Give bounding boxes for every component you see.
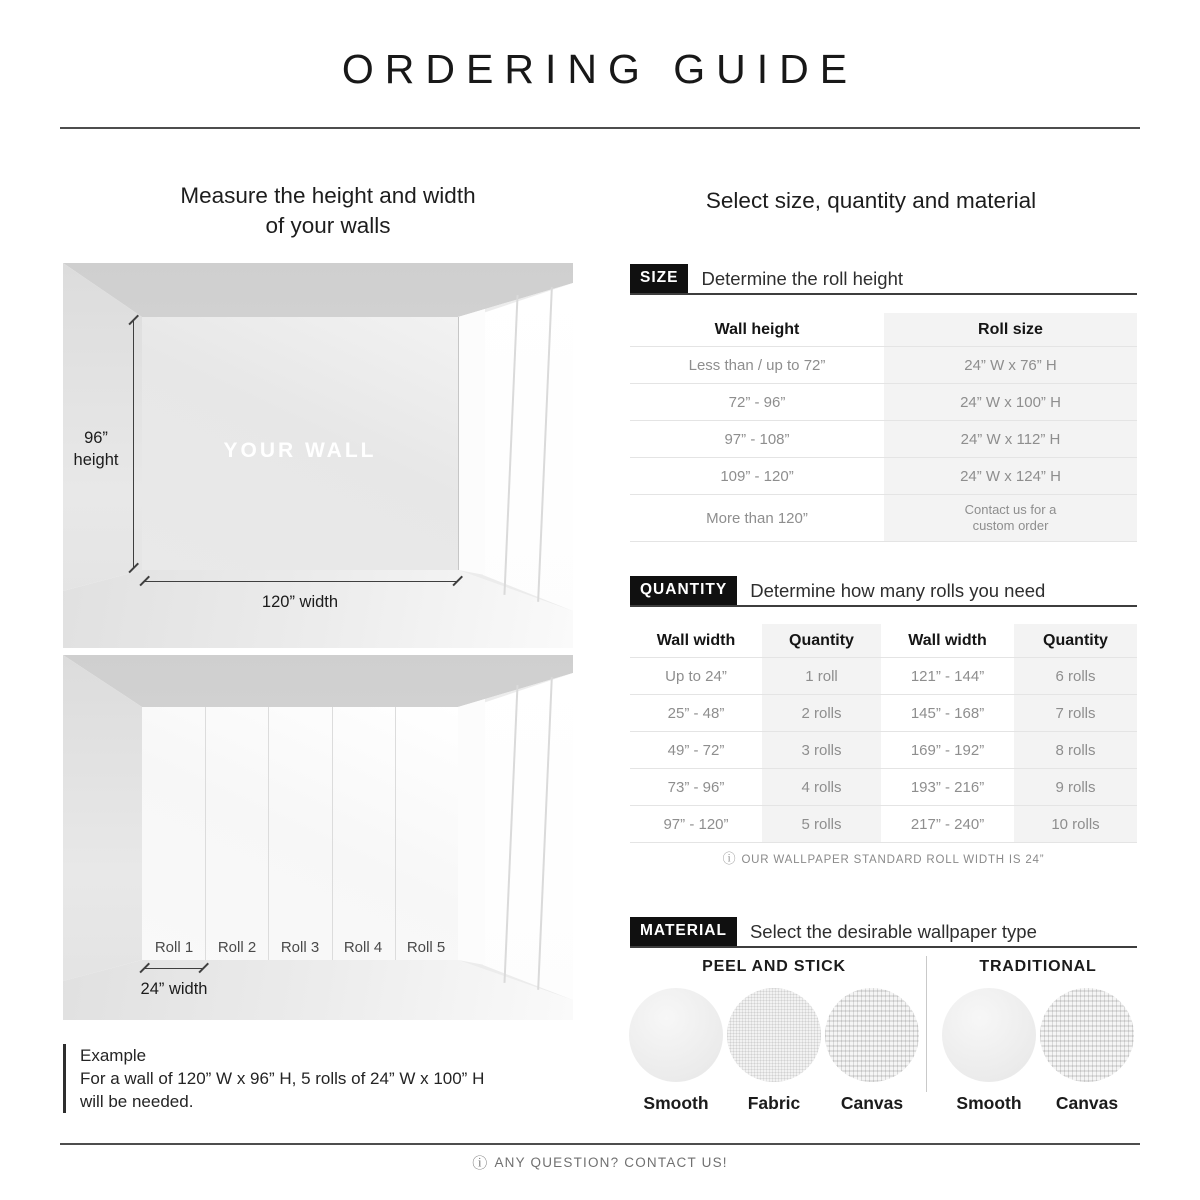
quantity-table-row — [630, 769, 1137, 806]
canvas-texture-icon — [825, 988, 919, 1082]
size-table-row — [630, 458, 1137, 495]
qty-wall-cell: 193” - 216” — [910, 778, 985, 796]
room1-corner-line — [458, 317, 459, 570]
qty-rolls-cell: 4 rolls — [762, 769, 881, 805]
quantity-table — [630, 624, 1137, 843]
qty-rolls-cell: 2 rolls — [762, 695, 881, 731]
quantity-table-row — [630, 695, 1137, 732]
roll-5-label: Roll 5 — [406, 939, 446, 956]
peel-and-stick-title: PEEL AND STICK — [702, 958, 846, 975]
qty-rolls-cell: 6 rolls — [1014, 658, 1137, 694]
header-divider — [60, 127, 1140, 129]
room-illustration-measure — [63, 263, 573, 648]
roll-width-dimension-line — [144, 968, 204, 969]
qty-rolls-cell: 7 rolls — [1014, 695, 1137, 731]
roll-divider — [395, 707, 396, 960]
size-roll-cell: 24” W x 100” H — [884, 384, 1137, 420]
size-roll-cell: 24” W x 76” H — [884, 347, 1137, 383]
qty-col-quantity: Quantity — [1014, 624, 1137, 657]
size-col-wall-height: Wall height — [714, 320, 800, 338]
material-divider — [926, 956, 927, 1092]
qty-rolls-cell: 5 rolls — [762, 806, 881, 842]
size-wall-cell: 109” - 120” — [720, 467, 794, 485]
material-chip: MATERIAL — [630, 917, 737, 946]
swatch-smooth — [942, 988, 1036, 1114]
quantity-table-row — [630, 806, 1137, 843]
measure-heading-line2: of your walls — [265, 213, 391, 238]
roll-divider — [332, 707, 333, 960]
swatch-smooth — [629, 988, 723, 1114]
info-icon: ⓘ — [722, 851, 737, 866]
size-wall-cell: Less than / up to 72” — [688, 356, 826, 374]
qty-wall-cell: Up to 24” — [665, 667, 727, 685]
smooth-texture-icon — [629, 988, 723, 1082]
width-dimension-label: 120” width — [261, 593, 339, 611]
roll-4-label: Roll 4 — [343, 939, 383, 956]
room-illustration-rolls — [63, 655, 573, 1020]
select-heading: Select size, quantity and material — [705, 188, 1037, 213]
size-table-header — [630, 313, 1137, 347]
height-dimension-line — [133, 320, 134, 568]
contact-us-note — [0, 1152, 1200, 1173]
swatch-label: Canvas — [1055, 1093, 1119, 1113]
size-roll-cell: 24” W x 112” H — [884, 421, 1137, 457]
traditional-title: TRADITIONAL — [979, 958, 1097, 975]
info-icon: ⓘ — [472, 1155, 489, 1172]
size-section-header — [630, 264, 1137, 295]
roll-1-label: Roll 1 — [154, 939, 194, 956]
measure-heading-line1: Measure the height and width — [180, 183, 476, 208]
contact-us-text: ANY QUESTION? CONTACT US! — [494, 1155, 728, 1170]
size-table-row — [630, 495, 1137, 542]
fabric-texture-icon — [727, 988, 821, 1082]
size-section-desc: Determine the roll height — [701, 268, 904, 289]
height-word: height — [73, 451, 119, 469]
qty-rolls-cell: 8 rolls — [1014, 732, 1137, 768]
swatch-canvas — [825, 988, 919, 1114]
swatch-label: Smooth — [956, 1093, 1022, 1113]
height-dimension-label — [67, 427, 125, 471]
room2-back-wall-rolls — [142, 707, 458, 960]
material-group-peel-and-stick — [628, 958, 920, 1114]
size-wall-cell: 97” - 108” — [724, 430, 790, 448]
your-wall-label: YOUR WALL — [223, 439, 377, 462]
qty-col-wall-width: Wall width — [908, 631, 987, 649]
size-chip: SIZE — [630, 264, 688, 293]
example-line2: will be needed. — [80, 1092, 194, 1111]
quantity-section-desc: Determine how many rolls you need — [750, 580, 1046, 601]
size-table-row — [630, 384, 1137, 421]
size-table — [630, 313, 1137, 542]
width-dimension-line — [144, 581, 458, 582]
custom-order-line2: custom order — [972, 518, 1049, 533]
quantity-table-row — [630, 658, 1137, 695]
qty-wall-cell: 145” - 168” — [910, 704, 985, 722]
size-table-row — [630, 421, 1137, 458]
qty-col-quantity: Quantity — [762, 624, 881, 657]
qty-wall-cell: 73” - 96” — [667, 778, 725, 796]
swatch-label: Canvas — [840, 1093, 904, 1113]
example-line1: For a wall of 120” W x 96” H, 5 rolls of 24” W x 100” H — [80, 1069, 485, 1088]
canvas-texture-icon — [1040, 988, 1134, 1082]
qty-wall-cell: 97” - 120” — [663, 815, 729, 833]
qty-rolls-cell: 3 rolls — [762, 732, 881, 768]
size-col-roll-size: Roll size — [884, 313, 1137, 346]
qty-wall-cell: 121” - 144” — [910, 667, 985, 685]
roll-divider — [268, 707, 269, 960]
qty-wall-cell: 25” - 48” — [667, 704, 725, 722]
size-roll-cell — [884, 495, 1137, 541]
qty-col-wall-width: Wall width — [656, 631, 736, 649]
qty-rolls-cell: 1 roll — [762, 658, 881, 694]
size-wall-cell: More than 120” — [706, 509, 808, 527]
example-block — [63, 1044, 550, 1113]
size-table-row — [630, 347, 1137, 384]
quantity-section-header — [630, 576, 1137, 607]
quantity-table-header — [630, 624, 1137, 658]
qty-wall-cell: 169” - 192” — [910, 741, 985, 759]
roll-3-label: Roll 3 — [280, 939, 320, 956]
page-title: ORDERING GUIDE — [341, 46, 859, 92]
qty-wall-cell: 49” - 72” — [667, 741, 725, 759]
swatch-canvas — [1040, 988, 1134, 1114]
roll-width-note-text: OUR WALLPAPER STANDARD ROLL WIDTH IS 24” — [741, 854, 1045, 866]
smooth-texture-icon — [942, 988, 1036, 1082]
roll-divider — [205, 707, 206, 960]
height-value: 96” — [84, 429, 108, 447]
size-roll-cell: 24” W x 124” H — [884, 458, 1137, 494]
swatch-fabric — [727, 988, 821, 1114]
custom-order-line1: Contact us for a — [964, 502, 1057, 517]
roll-2-label: Roll 2 — [217, 939, 257, 956]
qty-rolls-cell: 10 rolls — [1014, 806, 1137, 842]
measure-heading — [60, 181, 596, 241]
swatch-label: Smooth — [643, 1093, 709, 1113]
quantity-table-row — [630, 732, 1137, 769]
qty-rolls-cell: 9 rolls — [1014, 769, 1137, 805]
example-title: Example — [80, 1046, 147, 1065]
material-section-desc: Select the desirable wallpaper type — [749, 921, 1037, 942]
roll-width-label: 24” width — [140, 980, 208, 998]
swatch-label: Fabric — [747, 1093, 801, 1113]
material-section-header — [630, 917, 1137, 948]
quantity-chip: QUANTITY — [630, 576, 737, 605]
qty-wall-cell: 217” - 240” — [910, 815, 985, 833]
size-wall-cell: 72” - 96” — [728, 393, 786, 411]
footer-divider — [60, 1143, 1140, 1145]
material-group-traditional — [938, 958, 1138, 1114]
roll-width-note — [630, 848, 1137, 867]
